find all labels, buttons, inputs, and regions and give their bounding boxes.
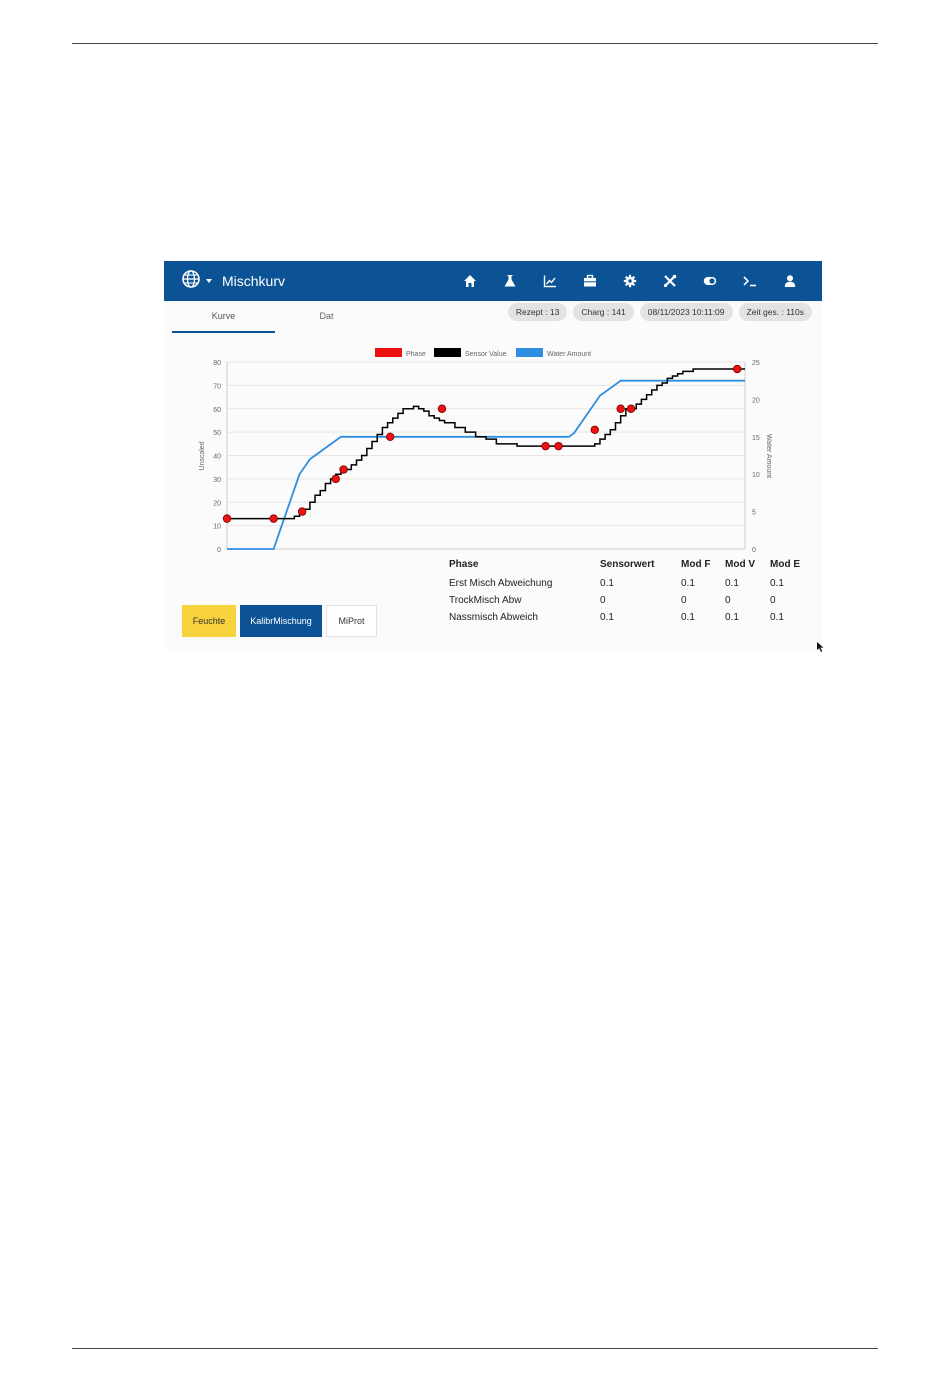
table-cell: 0.1 — [725, 578, 739, 589]
phase-point — [627, 405, 635, 413]
mischkurve-chart — [164, 339, 822, 559]
y-tick-label-right: 20 — [752, 397, 760, 405]
col-header-mod-e: Mod E — [770, 558, 800, 570]
y-tick-label-left: 70 — [213, 383, 221, 391]
table-cell: 0.1 — [600, 578, 614, 589]
table-row — [444, 575, 805, 592]
y-tick-label-right: 10 — [752, 472, 760, 480]
table-cell: 0 — [770, 595, 776, 606]
y-tick-label-right: 0 — [752, 547, 756, 554]
y-axis-title-left: Unscaled — [199, 441, 206, 471]
globe-icon — [182, 270, 200, 293]
y-tick-label-left: 60 — [213, 406, 221, 414]
legend-label: Water Amount — [547, 351, 592, 358]
brand-menu[interactable] — [182, 261, 285, 301]
table-cell: Erst Misch Abweichung — [449, 578, 553, 589]
sensor-value-line — [227, 369, 745, 519]
y-tick-label-left: 50 — [213, 430, 221, 438]
kalibr-mischung-button[interactable]: KalibrMischung — [240, 605, 322, 637]
legend-label: Phase — [406, 351, 426, 358]
legend-swatch — [375, 348, 402, 357]
navbar — [164, 261, 822, 301]
phase-point — [270, 515, 278, 523]
phase-point — [438, 405, 446, 413]
table-cell: 0.1 — [681, 612, 695, 623]
page-header-rule — [72, 43, 878, 44]
col-header-mod-v: Mod V — [725, 558, 755, 570]
y-tick-label-right: 5 — [752, 509, 756, 517]
table-cell: 0 — [600, 595, 606, 606]
y-tick-label-left: 0 — [217, 547, 221, 554]
chevron-down-icon — [206, 279, 212, 283]
status-pills — [508, 303, 812, 321]
y-tick-label-right: 25 — [752, 360, 760, 367]
phase-point — [555, 442, 563, 450]
toolbox-icon[interactable] — [580, 271, 600, 291]
page-footer-rule — [72, 1348, 878, 1349]
datetime-badge: 08/11/2023 10:11:09 — [640, 303, 733, 321]
feuchte-button[interactable]: Feuchte — [182, 605, 236, 637]
legend-swatch — [434, 348, 461, 357]
table-cell: TrockMisch Abw — [449, 595, 522, 606]
phase-point — [617, 405, 625, 413]
y-tick-label-left: 30 — [213, 476, 221, 484]
app-title: Mischkurv — [222, 273, 286, 289]
tab-kurve[interactable]: Kurve — [172, 301, 275, 333]
phase-point — [542, 442, 550, 450]
action-buttons — [182, 605, 377, 637]
water-amount-line — [227, 381, 745, 549]
table-cell: 0.1 — [600, 612, 614, 623]
phase-point — [386, 433, 394, 441]
y-tick-label-left: 40 — [213, 453, 221, 461]
miprot-button[interactable]: MiProt — [326, 605, 377, 637]
table-row — [444, 592, 805, 609]
phase-point — [340, 466, 348, 474]
toggle-icon[interactable] — [700, 271, 720, 291]
phase-point — [223, 515, 231, 523]
table-cell: 0.1 — [725, 612, 739, 623]
y-tick-label-left: 10 — [213, 523, 221, 531]
col-header-phase: Phase — [449, 558, 479, 570]
home-icon[interactable] — [460, 271, 480, 291]
table-cell: 0.1 — [681, 578, 695, 589]
tab-dat[interactable]: Dat — [319, 311, 334, 321]
table-cell: 0 — [681, 595, 687, 606]
phase-point — [298, 508, 306, 516]
col-header-mod-f: Mod F — [681, 558, 711, 570]
y-axis-title-right: Water Amount — [765, 433, 772, 479]
legend-swatch — [516, 348, 543, 357]
legend-label: Sensor Value — [465, 351, 507, 358]
y-tick-label-right: 15 — [752, 434, 760, 442]
user-icon[interactable] — [780, 271, 800, 291]
table-cell: 0.1 — [770, 578, 784, 589]
phase-point — [733, 365, 741, 373]
terminal-icon[interactable] — [740, 271, 760, 291]
chart-icon[interactable] — [540, 271, 560, 291]
flask-icon[interactable] — [500, 271, 520, 291]
table-cell: 0.1 — [770, 612, 784, 623]
gear-icon[interactable] — [620, 271, 640, 291]
phase-point — [332, 475, 340, 483]
y-tick-label-left: 20 — [213, 500, 221, 508]
rezept-badge: Rezept : 13 — [508, 303, 567, 321]
table-cell: 0 — [725, 595, 731, 606]
phase-table — [444, 557, 805, 626]
app-window — [164, 261, 822, 650]
zeit-badge: Zeit ges. : 110s — [739, 303, 812, 321]
y-tick-label-left: 80 — [213, 360, 221, 367]
table-header-row — [444, 557, 805, 575]
tools-icon[interactable] — [660, 271, 680, 291]
mouse-cursor-icon — [817, 642, 825, 652]
table-cell: Nassmisch Abweich — [449, 612, 538, 623]
charg-badge: Charg : 141 — [573, 303, 633, 321]
phase-point — [591, 426, 599, 434]
col-header-sensorwert: Sensorwert — [600, 558, 655, 570]
table-row — [444, 609, 805, 626]
